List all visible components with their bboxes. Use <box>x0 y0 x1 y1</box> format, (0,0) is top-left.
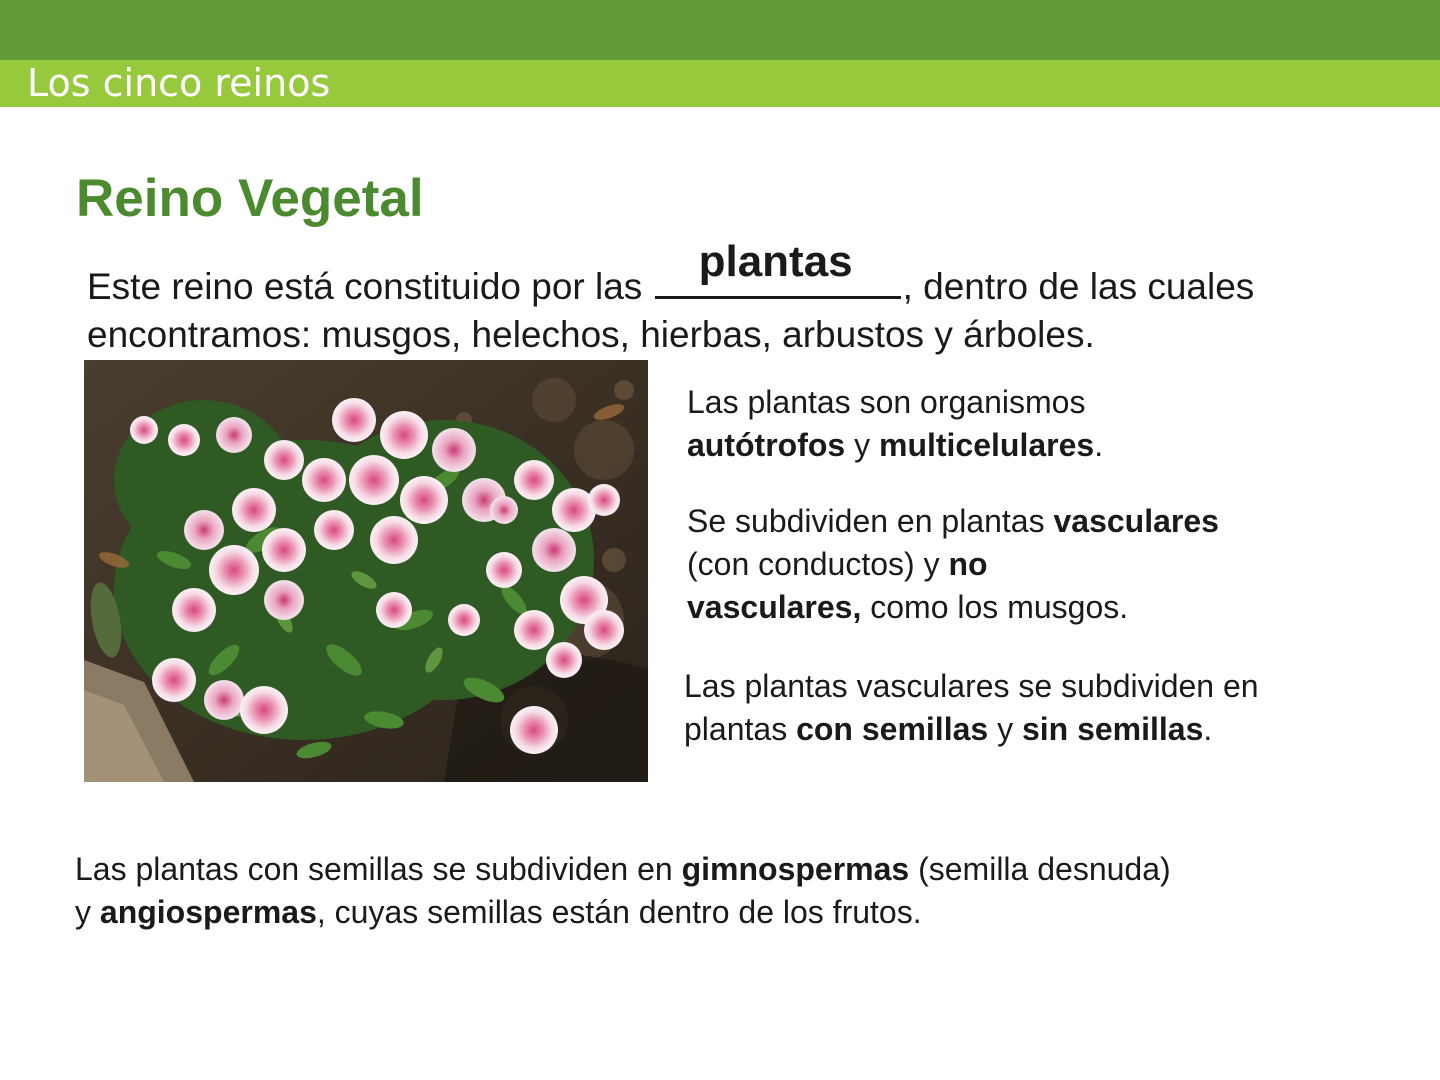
para4-text-d: y <box>75 894 100 930</box>
intro-text-line2: encontramos: musgos, helechos, hierbas, arbustos y árboles. <box>87 314 1095 355</box>
para1-bold-multicelulares: multicelulares <box>878 427 1095 463</box>
para3-bold-con-semillas: con semillas <box>796 711 989 747</box>
para1-text-d: . <box>1094 427 1104 463</box>
para2-text-c: (con conductos) y <box>687 546 949 582</box>
intro-paragraph <box>87 237 1377 359</box>
para4-text-e: , cuyas semillas están dentro de los frutos. <box>316 894 922 930</box>
paragraph-vascular <box>687 500 1219 629</box>
paragraph-seeds <box>684 665 1259 751</box>
para2-bold-vasculares-2: vasculares, <box>687 589 862 625</box>
para2-bold-vasculares: vasculares <box>1053 503 1219 539</box>
para2-text-a: Se subdividen en plantas <box>687 503 1054 539</box>
para3-bold-sin-semillas: sin semillas <box>1021 711 1204 747</box>
para1-text-a: Las plantas son organismos <box>687 384 1086 420</box>
paragraph-autotrophs <box>687 381 1103 467</box>
para4-bold-angiospermas: angiospermas <box>99 894 317 930</box>
para3-text-a: Las plantas vasculares se subdividen en <box>684 668 1259 704</box>
blank-answer: plantas <box>698 237 853 286</box>
para4-text-c: (semilla desnuda) <box>909 851 1171 887</box>
intro-text-start: Este reino está constituido por las <box>87 266 643 307</box>
para4-text-a: Las plantas con semillas se subdividen en <box>75 851 682 887</box>
para3-text-b: plantas <box>684 711 797 747</box>
slide-title: Reino Vegetal <box>76 169 424 228</box>
para3-text-c: y <box>988 711 1022 747</box>
header-bar <box>0 0 1440 60</box>
para1-text-c: y <box>845 427 879 463</box>
para2-bold-no: no <box>948 546 988 582</box>
para2-text-d: como los musgos. <box>861 589 1129 625</box>
paragraph-gymnosperms <box>75 848 1171 934</box>
flowering-shrub-photo <box>84 360 648 782</box>
fill-in-blank <box>655 237 901 299</box>
para4-bold-gimnospermas: gimnospermas <box>681 851 910 887</box>
para3-text-d: . <box>1203 711 1213 747</box>
deck-title: Los cinco reinos <box>27 61 331 105</box>
intro-text-end: , dentro de las cuales <box>902 266 1255 307</box>
para1-bold-autotrofos: autótrofos <box>687 427 846 463</box>
